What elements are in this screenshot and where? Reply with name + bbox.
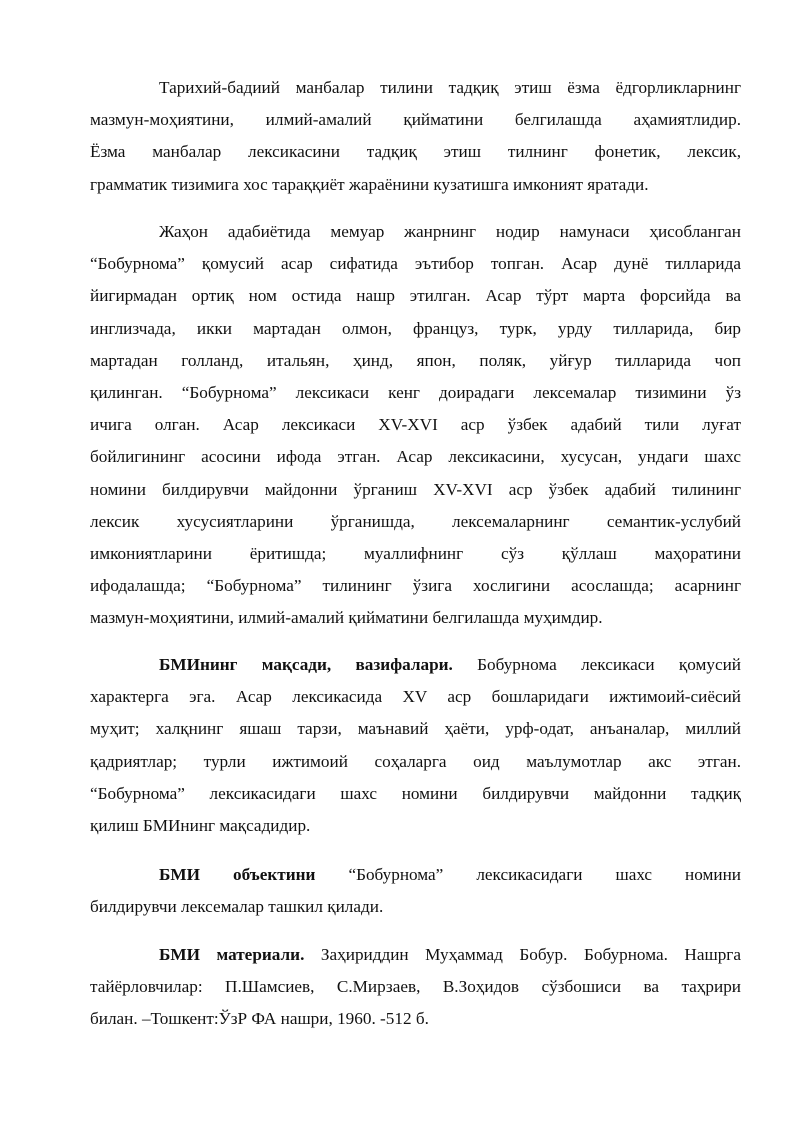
- text-line: тайёрловчилар: П.Шамсиев, С.Мирзаев, В.Зоҳидов сўзбошиси ва таҳрири: [90, 977, 741, 997]
- paragraph-boburnoma: [90, 216, 741, 635]
- text-line: ичига олган. Асар лексикаси XV-XVI аср ўзбек адабий тили луғат: [90, 415, 741, 435]
- text-run: Бобурнома лексикаси қомусий: [452, 655, 741, 674]
- text-line: қилинган. “Бобурнома” лексикаси кенг доирадаги лексемалар тизимини ўз: [90, 383, 741, 403]
- text-line: характерга эга. Асар лексикасида XV аср бошларидаги ижтимоий-сиёсий: [90, 687, 741, 707]
- paragraph-goals: [90, 649, 741, 842]
- text-line: номини билдирувчи майдонни ўрганиш XV-XVI аср ўзбек адабий тилининг: [90, 479, 741, 499]
- text-line: [90, 939, 741, 971]
- text-line: [90, 859, 741, 891]
- text-line: йигирмадан ортиқ ном остида нашр этилган. Асар тўрт марта форсийда ва: [90, 286, 741, 306]
- text-line: Тарихий-бадиий манбалар тилини тадқиқ этиш ёзма ёдгорликларнинг: [159, 78, 741, 97]
- text-line: бойлигининг асосини ифода этган. Асар лексикасини, хусусан, ундаги шахс: [90, 447, 741, 467]
- text-line: грамматик тизимига хос тараққиёт жараёнини кузатишга имконият яратади.: [90, 174, 649, 194]
- text-line: “Бобурнома” қомусий асар сифатида эътибор топган. Асар дунё тилларида: [90, 254, 741, 274]
- text-line: мазмун-моҳиятини, илмий-амалий қийматини белгилашда аҳамиятлидир.: [90, 110, 741, 130]
- text-line: инглизчада, икки мартадан олмон, француз, турк, урду тилларида, бир: [90, 318, 741, 338]
- text-line: қилиш БМИнинг мақсадидир.: [90, 816, 311, 836]
- text-line: [90, 649, 741, 681]
- text-line: муҳит; халқнинг яшаш тарзи, маънавий ҳаёти, урф-одат, анъаналар, миллий: [90, 719, 741, 739]
- paragraph-object: [90, 859, 741, 923]
- text-line: мазмун-моҳиятини, илмий-амалий қийматини белгилашда муҳимдир.: [90, 608, 603, 628]
- text-line: Жаҳон адабиётида мемуар жанрнинг нодир намунаси ҳисобланган: [159, 222, 741, 241]
- text-line: Ёзма манбалар лексикасини тадқиқ этиш тилнинг фонетик, лексик,: [90, 142, 741, 162]
- text-line: “Бобурнома” лексикасидаги шахс номини билдирувчи майдонни тадқиқ: [90, 783, 741, 803]
- section-heading-goals: БМИнинг мақсади, вазифалари.: [159, 655, 453, 674]
- section-heading-material: БМИ материали.: [159, 945, 305, 964]
- text-run: “Бобурнома” лексикасидаги шахс номини: [315, 865, 741, 884]
- section-heading-object: БМИ объектини: [159, 865, 316, 884]
- paragraph-intro: [90, 72, 741, 201]
- paragraph-material: [90, 939, 741, 1036]
- text-line: ифодалашда; “Бобурнома” тилининг ўзига хослигини асослашда; асарнинг: [90, 576, 741, 596]
- text-line: қадриятлар; турли ижтимоий соҳаларга оид маълумотлар акс этган.: [90, 751, 741, 771]
- text-line: лексик хусусиятларини ўрганишда, лексемаларнинг семантик-услубий: [90, 511, 741, 531]
- text-line: билан. –Тошкент:ЎзР ФА нашри, 1960. -512 б.: [90, 1009, 429, 1029]
- text-line: имкониятларини ёритишда; муаллифнинг сўз қўллаш маҳоратини: [90, 544, 741, 564]
- text-run: Заҳириддин Муҳаммад Бобур. Бобурнома. Нашрга: [304, 945, 741, 964]
- text-line: билдирувчи лексемалар ташкил қилади.: [90, 897, 384, 917]
- text-line: мартадан голланд, итальян, ҳинд, япон, поляк, уйғур тилларида чоп: [90, 350, 741, 370]
